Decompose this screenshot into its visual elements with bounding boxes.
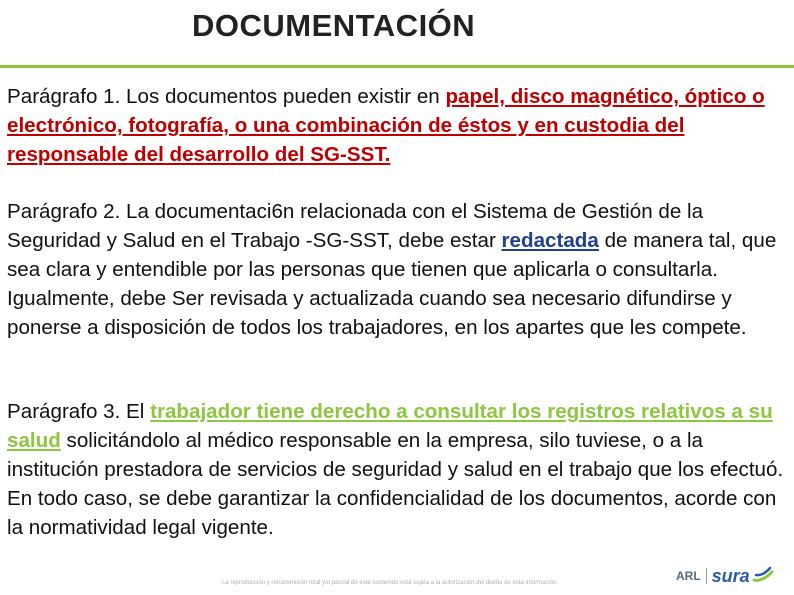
logo-arl-text: ARL: [676, 569, 701, 583]
paragraph-3-highlight: trabajador tiene derecho a consultar los registros relativos a su salud: [7, 400, 773, 452]
paragraph-3-tail: solicitándolo al médico responsable en la empresa, silo tuviese, o a la institución prestadora de servicios de seguridad y salud en el trabajo que los efectuó. En todo caso, se debe garantizar la confidencialidad de los documentos, acorde con la normatividad legal vigente.: [7, 429, 784, 539]
title-divider: [0, 65, 794, 68]
title-band: [0, 0, 794, 60]
paragraph-3: [7, 397, 787, 542]
paragraph-3-text: Parágrafo 3. El: [7, 400, 151, 423]
paragraph-2: [7, 197, 787, 342]
paragraph-1: [7, 82, 787, 169]
paragraph-2-text: Parágrafo 2. La documentaci6n relacionada con el Sistema de Gestión de la Seguridad y Salud en el Trabajo -SG-SST, debe estar: [7, 200, 704, 252]
paragraph-2-tail: de manera tal, que sea clara y entendible por las personas que tienen que aplicarla o consultarla. Igualmente, debe Ser revisada y actualizada cuando sea necesario difundirse y ponerse a disposición de todos los trabajadores, en los apartes que les compete.: [7, 229, 777, 339]
page-title: DOCUMENTACIÓN: [192, 8, 476, 43]
copyright-note: La reproducción y retransmisión total y/o parcial de este contenido está sujeta a la autorización del dueño de esta información.: [222, 580, 559, 586]
logo-separator: [706, 568, 707, 584]
sura-swoosh-icon: [752, 564, 774, 589]
paragraph-1-text: Parágrafo 1. Los documentos pueden existir en: [7, 85, 446, 108]
logo-sura-text: sura: [711, 565, 750, 586]
paragraph-1-highlight: papel, disco magnético, óptico o electrónico, fotografía, o una combinación de éstos y en custodia del responsable del desarrollo del SG-SST.: [7, 85, 765, 166]
arl-sura-logo: [676, 563, 774, 589]
paragraph-2-highlight: redactada: [501, 229, 599, 252]
